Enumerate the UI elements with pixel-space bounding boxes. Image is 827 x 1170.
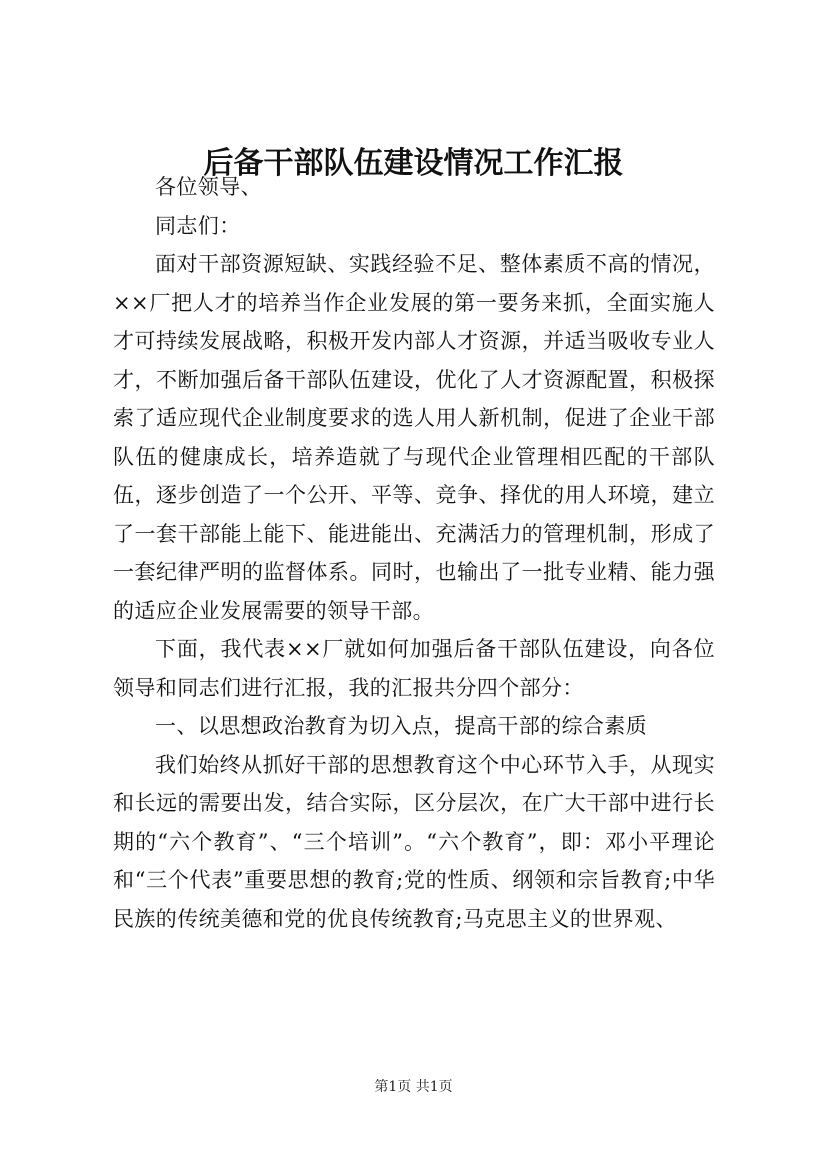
document-body xyxy=(113,168,715,938)
paragraph-intro: 面对干部资源短缺、实践经验不足、整体素质不高的情况，××厂把人才的培养当作企业发展的第一要务来抓，全面实施人才可持续发展战略，积极开发内部人才资源，并适当吸收专业人才，不断加强后备干部队伍建设，优化了人才资源配置，积极探索了适应现代企业制度要求的选人用人新机制，促进了企业干部队伍的健康成长，培养造就了与现代企业管理相匹配的干部队伍，逐步创造了一个公开、平等、竞争、择优的用人环境，建立了一套干部能上能下、能进能出、充满活力的管理机制，形成了一套纪律严明的监督体系。同时，也输出了一批专业精、能力强的适应企业发展需要的领导干部。 xyxy=(113,252,715,623)
page-footer: 第1页 共1页 xyxy=(374,1079,453,1095)
section-heading-1: 一、以思想政治教育为切入点，提高干部的综合素质 xyxy=(155,714,648,738)
salutation-comrades: 同志们： xyxy=(155,213,241,238)
salutation-leaders: 各位领导、 xyxy=(155,175,262,199)
paragraph-section-1: 我们始终从抓好干部的思想教育这个中心环节入手，从现实和长远的需要出发，结合实际，区分层次，在广大干部中进行长期的“六个教育”、“三个培训”。“六个教育”，即：邓小平理论和“三个代表”重要思想的教育;党的性质、纲领和宗旨教育;中华民族的传统美德和党的优良传统教育;马克思主义的世界观、 xyxy=(113,752,715,931)
paragraph-report-outline: 下面，我代表××厂就如何加强后备干部队伍建设，向各位领导和同志们进行汇报，我的汇报共分四个部分： xyxy=(113,637,715,700)
document-title: 后备干部队伍建设情况工作汇报 xyxy=(203,146,624,181)
